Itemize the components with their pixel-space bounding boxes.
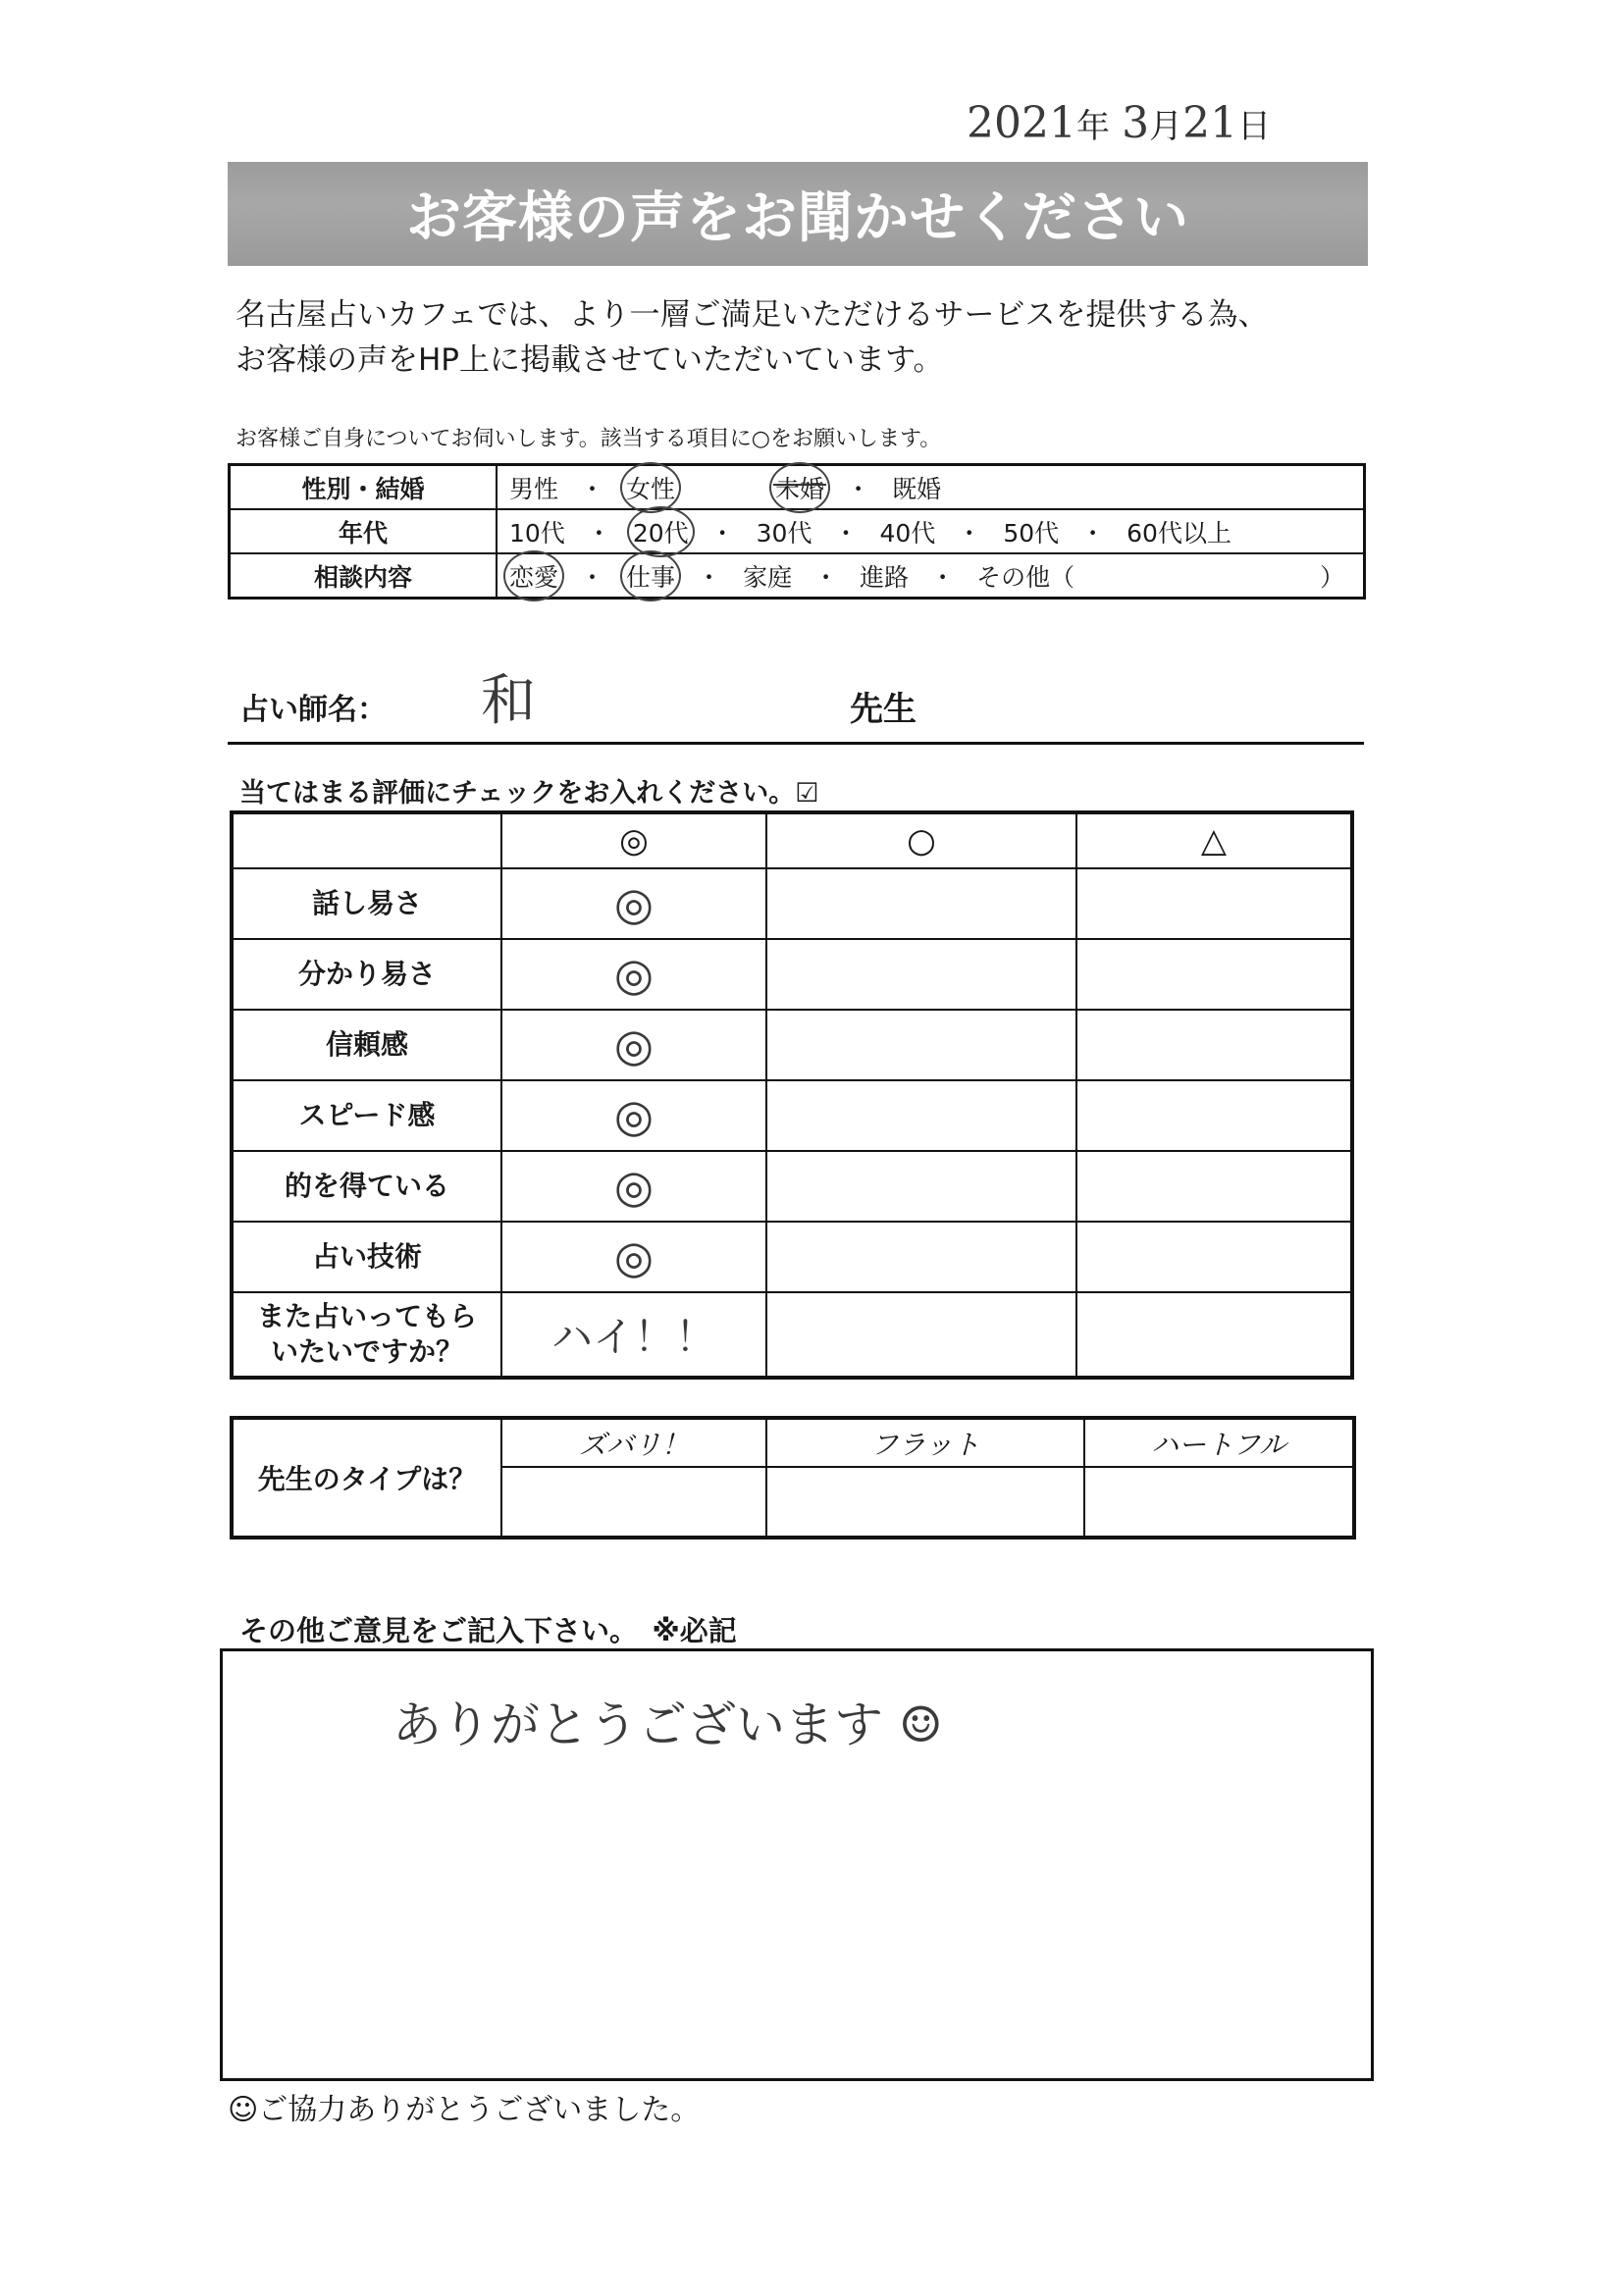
teller-label: 占い師名： xyxy=(239,693,387,727)
option-other[interactable]: その他（ xyxy=(976,562,1075,592)
type-option-heartful: ハートフル xyxy=(1084,1418,1354,1467)
option-career[interactable]: 進路 xyxy=(860,562,910,592)
profile-options: 男性 ・ 女性 未婚 ・ 既婚 xyxy=(497,465,1365,510)
eval-row xyxy=(232,939,1352,1010)
eval-instruction: 当てはまる評価にチェックをお入れください。☑ xyxy=(239,778,819,809)
option-40s[interactable]: 40代 xyxy=(879,518,936,548)
eval-row xyxy=(232,1080,1352,1151)
intro-line-1: 名古屋占いカフェでは、より一層ご満足いただけるサービスを提供する為、 xyxy=(236,297,1269,333)
date-month-unit: 月 xyxy=(1149,107,1183,146)
profile-table xyxy=(228,463,1366,600)
option-work-selected[interactable]: 仕事 xyxy=(626,558,675,594)
eval-mark-excellent[interactable]: ◎ xyxy=(501,868,766,939)
profile-label: 性別・結婚 xyxy=(230,465,498,510)
eval-row-label: スピード感 xyxy=(232,1080,501,1151)
eval-cell-good[interactable] xyxy=(766,939,1076,1010)
eval-cell-good[interactable] xyxy=(766,868,1076,939)
teacher-type-table xyxy=(230,1416,1356,1539)
type-option-direct: ズバリ！ xyxy=(501,1418,766,1467)
eval-cell-fair[interactable] xyxy=(1076,1151,1352,1222)
date-day-unit: 日 xyxy=(1237,107,1272,146)
option-60s-plus[interactable]: 60代以上 xyxy=(1126,518,1231,548)
eval-header-empty xyxy=(232,812,501,868)
eval-row-label xyxy=(232,1292,501,1378)
date-year-unit: 年 xyxy=(1075,107,1110,146)
eval-row xyxy=(232,868,1352,939)
eval-cell-fair[interactable] xyxy=(1076,1292,1352,1378)
option-female-selected[interactable]: 女性 xyxy=(626,470,675,505)
option-other-close: ） xyxy=(1320,562,1345,592)
date xyxy=(967,98,1271,148)
type-header-row xyxy=(232,1418,1354,1467)
option-male[interactable]: 男性 xyxy=(509,474,559,503)
option-unmarried-selected[interactable]: 未婚 xyxy=(775,470,824,505)
intro-text xyxy=(236,292,1268,383)
eval-header-fair: △ xyxy=(1076,812,1352,868)
type-option-flat: フラット xyxy=(766,1418,1084,1467)
option-family[interactable]: 家庭 xyxy=(743,562,793,592)
eval-cell-good[interactable] xyxy=(766,1222,1076,1292)
option-20s-selected[interactable]: 20代 xyxy=(633,514,689,549)
title-banner xyxy=(228,162,1368,266)
profile-options: 10代 ・ 20代 ・ 30代 ・ 40代 ・ 50代 ・ 60代以上 xyxy=(497,509,1365,553)
eval-cell-good[interactable] xyxy=(766,1010,1076,1080)
option-30s[interactable]: 30代 xyxy=(756,518,812,548)
page-title: お客様の声をお聞かせください xyxy=(406,186,1189,250)
teller-name[interactable]: 和 xyxy=(481,669,536,733)
eval-mark-excellent[interactable]: ◎ xyxy=(501,1222,766,1292)
comments-text: ありがとうございます ☺ xyxy=(393,1696,943,1753)
profile-instruction: お客様ご自身についてお伺いします。該当する項目に○をお願いします。 xyxy=(236,427,942,451)
intro-line-2: お客様の声をHP上に掲載させていただいています。 xyxy=(236,342,944,378)
thanks-text: ☺ご協力ありがとうございました。 xyxy=(228,2093,701,2127)
eval-row-label: 話し易さ xyxy=(232,868,501,939)
date-day: 21 xyxy=(1182,98,1238,148)
option-love-selected[interactable]: 恋愛 xyxy=(509,558,558,594)
eval-row-repeat xyxy=(232,1292,1352,1378)
eval-row-label: 的を得ている xyxy=(232,1151,501,1222)
eval-cell-good[interactable] xyxy=(766,1151,1076,1222)
eval-row-label-line-1: また占いってもら xyxy=(256,1300,477,1332)
option-married[interactable]: 既婚 xyxy=(892,474,942,503)
eval-answer-repeat[interactable]: ハイ！！ xyxy=(501,1292,766,1378)
eval-cell-fair[interactable] xyxy=(1076,1080,1352,1151)
eval-row-label: 占い技術 xyxy=(232,1222,501,1292)
date-month: 3 xyxy=(1122,98,1150,148)
type-check-heartful[interactable] xyxy=(1084,1467,1354,1538)
profile-label: 相談内容 xyxy=(230,553,498,599)
eval-cell-fair[interactable] xyxy=(1076,1222,1352,1292)
teller-underline xyxy=(228,742,1364,745)
type-check-direct[interactable] xyxy=(501,1467,766,1538)
option-10s[interactable]: 10代 xyxy=(509,518,565,548)
eval-mark-excellent[interactable]: ◎ xyxy=(501,939,766,1010)
eval-header-row xyxy=(232,812,1352,868)
profile-options: 恋愛 ・ 仕事 ・ 家庭 ・ 進路 ・ その他（ ） xyxy=(497,553,1365,599)
profile-row-gender xyxy=(230,465,1365,510)
eval-header-good: ○ xyxy=(766,812,1076,868)
option-50s[interactable]: 50代 xyxy=(1003,518,1060,548)
profile-row-topic xyxy=(230,553,1365,599)
date-year: 2021 xyxy=(967,98,1076,148)
profile-label: 年代 xyxy=(230,509,498,553)
eval-cell-fair[interactable] xyxy=(1076,1010,1352,1080)
eval-mark-excellent[interactable]: ◎ xyxy=(501,1010,766,1080)
eval-row-label: 信頼感 xyxy=(232,1010,501,1080)
type-label: 先生のタイプは？ xyxy=(232,1418,501,1538)
eval-row xyxy=(232,1151,1352,1222)
type-check-flat[interactable] xyxy=(766,1467,1084,1538)
eval-row xyxy=(232,1010,1352,1080)
eval-mark-excellent[interactable]: ◎ xyxy=(501,1151,766,1222)
eval-cell-fair[interactable] xyxy=(1076,939,1352,1010)
eval-row-label-line-2: いたいですか？ xyxy=(270,1335,463,1368)
eval-mark-excellent[interactable]: ◎ xyxy=(501,1080,766,1151)
eval-row xyxy=(232,1222,1352,1292)
profile-row-age xyxy=(230,509,1365,553)
eval-cell-good[interactable] xyxy=(766,1292,1076,1378)
evaluation-table xyxy=(230,810,1354,1380)
eval-header-excellent: ◎ xyxy=(501,812,766,868)
eval-cell-good[interactable] xyxy=(766,1080,1076,1151)
comments-label: その他ご意見をご記入下さい。 ※必記 xyxy=(239,1614,737,1647)
eval-cell-fair[interactable] xyxy=(1076,868,1352,939)
teller-suffix: 先生 xyxy=(850,690,917,729)
eval-row-label: 分かり易さ xyxy=(232,939,501,1010)
